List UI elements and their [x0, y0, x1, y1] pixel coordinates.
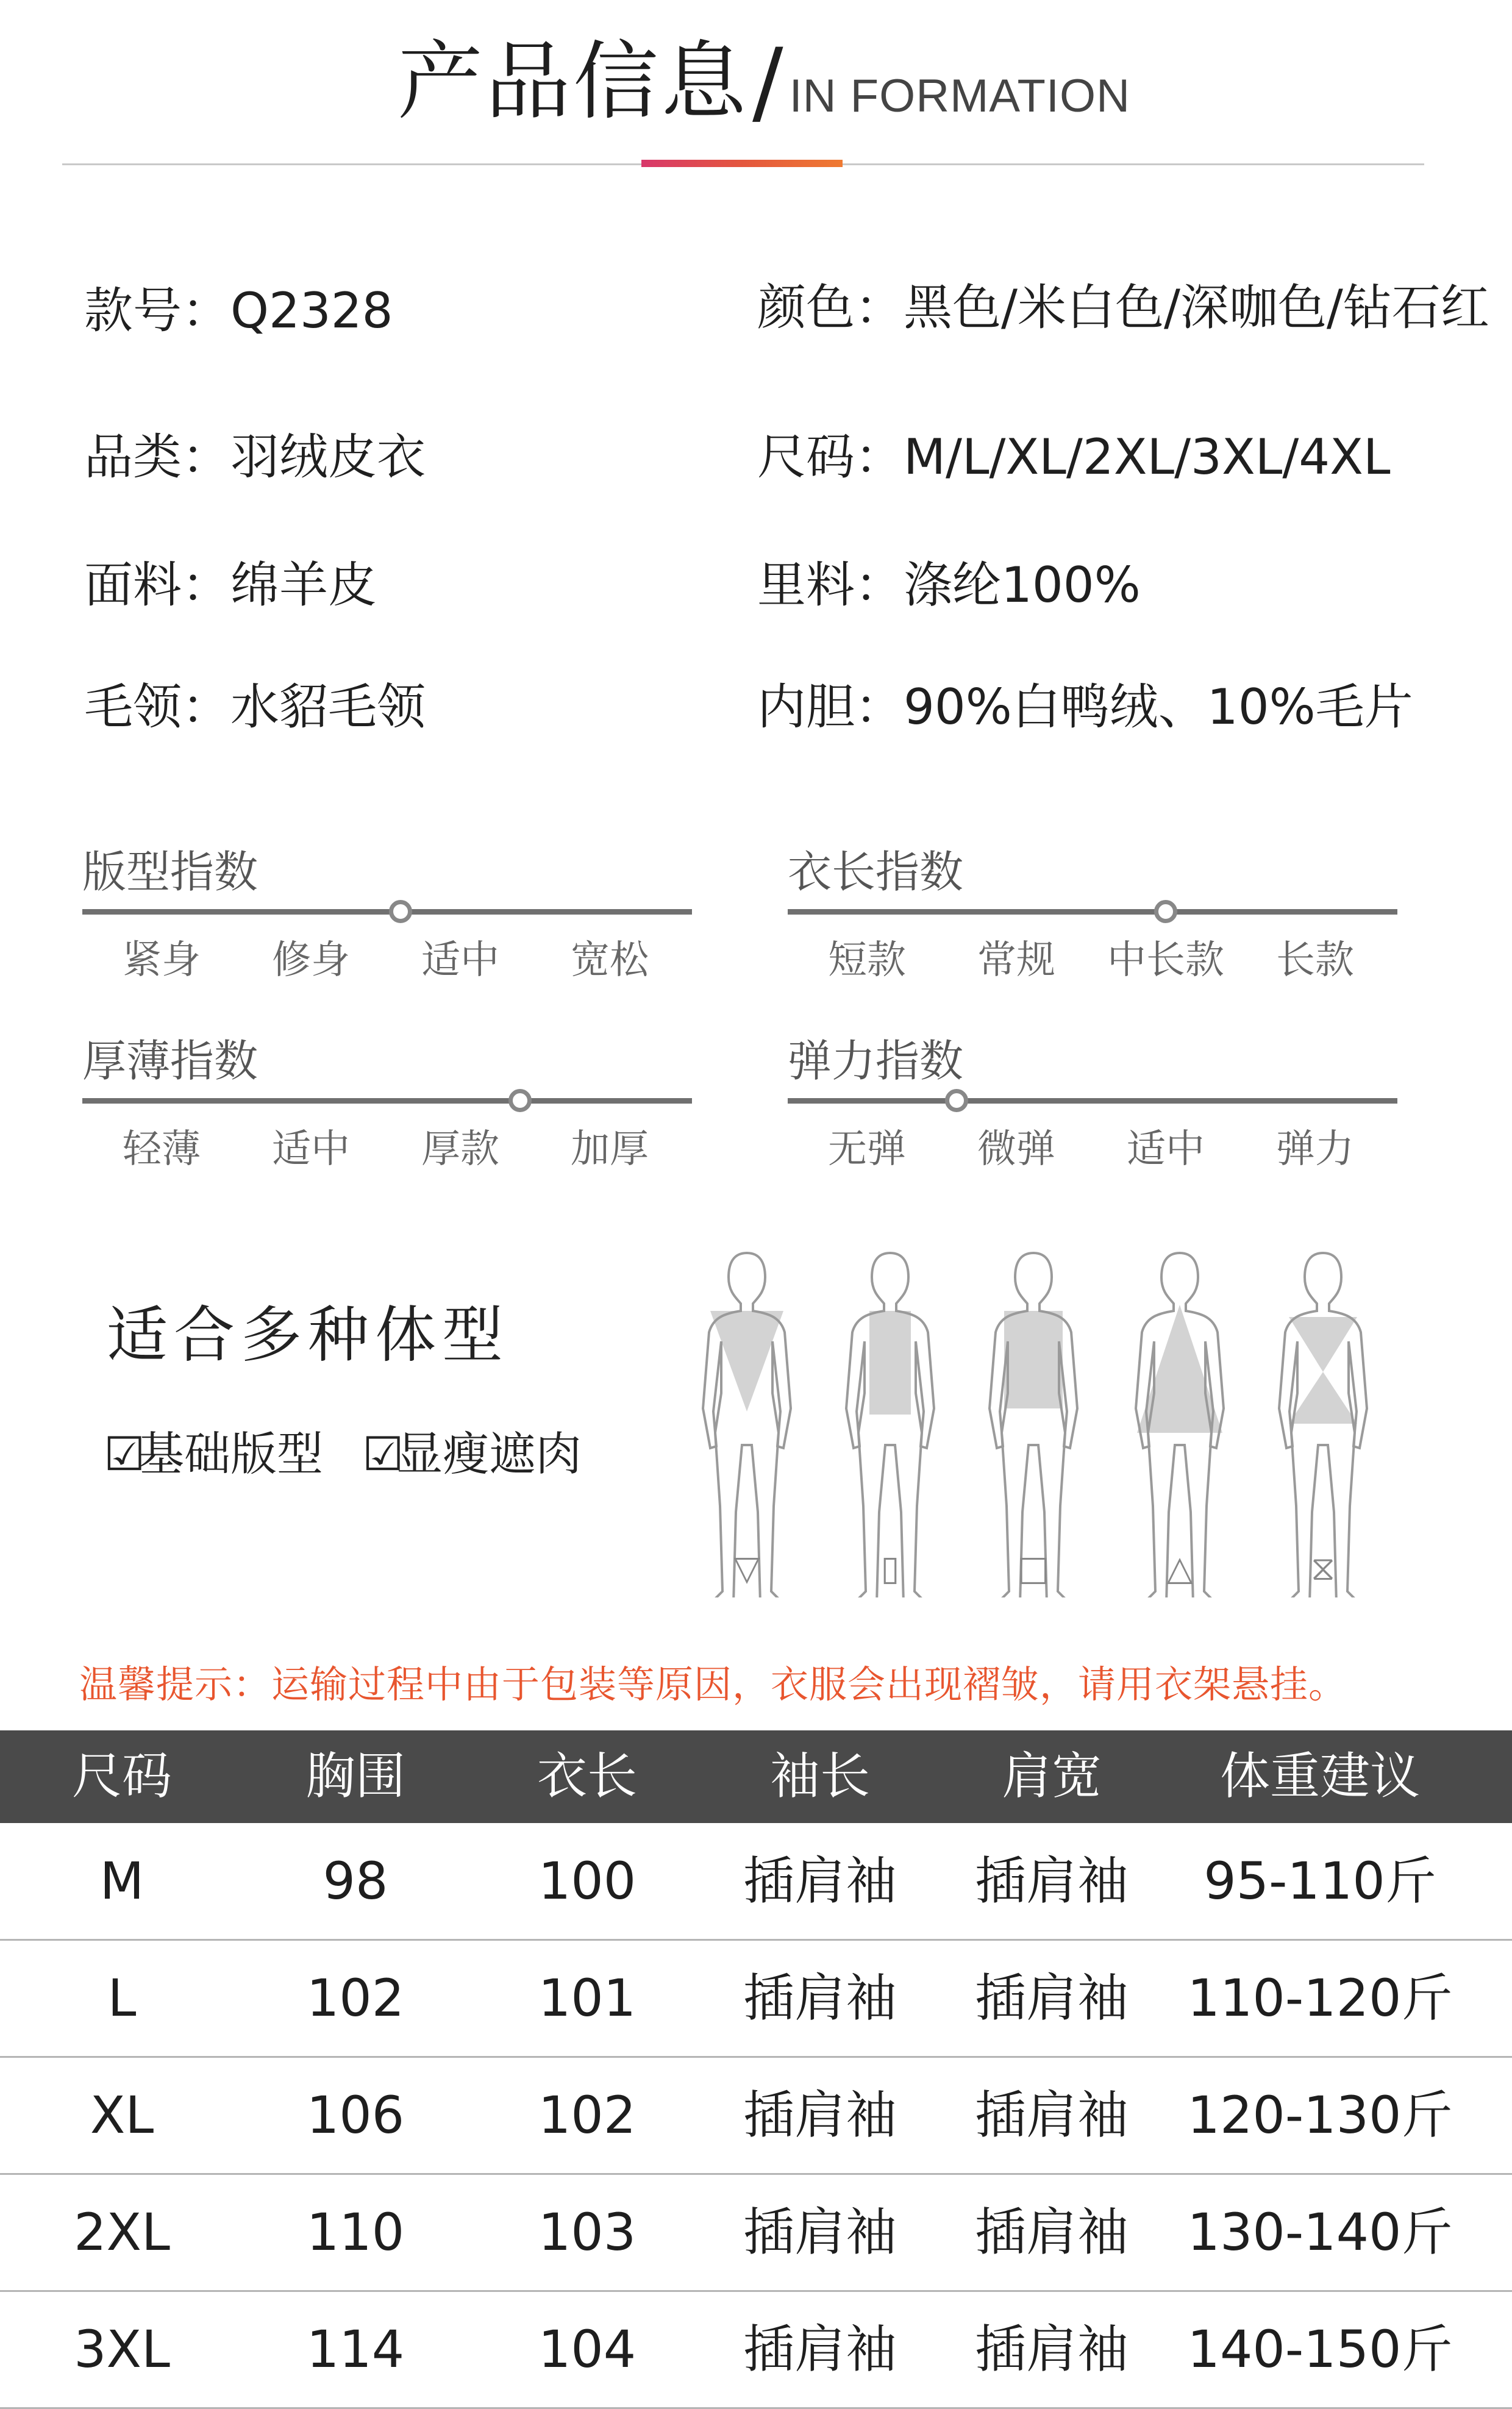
index-knob: [389, 900, 412, 923]
title-slash: /: [752, 29, 783, 135]
index-label: 长款: [1276, 938, 1354, 983]
info-collar: 毛领：水貂毛领: [84, 679, 426, 735]
index-label: 紧身: [123, 938, 201, 983]
info-category: 品类：羽绒皮衣: [84, 429, 426, 485]
table-row: [0, 1940, 1512, 2058]
body-type-figures: [695, 1238, 1414, 1597]
index-track: [82, 909, 692, 915]
index-label: 宽松: [571, 938, 649, 983]
index-label: 适中: [421, 938, 499, 983]
table-row: [0, 1823, 1512, 1941]
body-figure: [1136, 1253, 1224, 1597]
body-shape-symbol: ▽: [733, 1549, 760, 1588]
table-cell: 110-120斤: [1187, 1968, 1453, 2028]
index-label: 微弹: [977, 1127, 1055, 1172]
table-cell: 3XL: [74, 2319, 170, 2379]
title-chinese: 产品信息: [398, 32, 749, 132]
index-title: 版型指数: [82, 846, 259, 898]
table-row: [0, 2057, 1512, 2175]
index-title: 厚薄指数: [82, 1035, 259, 1087]
index-knob: [945, 1089, 968, 1112]
body-figure: [703, 1253, 791, 1597]
table-cell: 插肩袖: [974, 1968, 1129, 2028]
body-type-checks: [104, 1424, 582, 1485]
info-size: 尺码：M/L/XL/2XL/3XL/4XL: [757, 429, 1391, 485]
body-figure: [990, 1253, 1077, 1597]
table-header-cell: 体重建议: [1219, 1747, 1420, 1805]
table-cell: 插肩袖: [974, 1851, 1129, 1911]
table-cell: 120-130斤: [1187, 2085, 1453, 2145]
body-shape-highlight: [1004, 1311, 1063, 1408]
body-shape-symbol: □: [1017, 1549, 1050, 1588]
page-title: [398, 29, 1130, 135]
index-label: 短款: [828, 938, 906, 983]
info-lining: 里料：涤纶100%: [757, 557, 1141, 613]
body-shape-symbol: ▯: [880, 1549, 900, 1588]
table-cell: 100: [538, 1851, 637, 1911]
index-label: 弹力: [1276, 1127, 1354, 1172]
table-cell: 106: [306, 2085, 405, 2145]
index-knob: [508, 1089, 532, 1112]
index-title: 衣长指数: [788, 846, 964, 898]
body-outline: [703, 1253, 791, 1597]
body-figure: [846, 1253, 934, 1597]
table-cell: 110: [306, 2202, 405, 2262]
table-cell: 插肩袖: [743, 1851, 897, 1911]
header-accent-bar: [641, 160, 843, 167]
table-cell: 95-110斤: [1204, 1851, 1436, 1911]
table-cell: L: [107, 1968, 137, 2028]
checkbox-checked-icon: ☑: [104, 1427, 146, 1481]
table-cell: 插肩袖: [974, 2319, 1129, 2379]
table-header-cell: 胸围: [305, 1747, 405, 1805]
index-label: 常规: [977, 938, 1055, 983]
body-type-title: 适合多种体型: [107, 1299, 509, 1371]
table-cell: 2XL: [74, 2202, 170, 2262]
table-cell: 插肩袖: [974, 2085, 1129, 2145]
table-cell: 104: [538, 2319, 637, 2379]
table-cell: 插肩袖: [974, 2202, 1129, 2262]
body-shape-symbol: △: [1166, 1549, 1193, 1588]
table-header-cell: 肩宽: [1001, 1747, 1102, 1805]
index-knob: [1154, 900, 1177, 923]
table-cell: XL: [90, 2085, 154, 2145]
table-header-cell: 尺码: [71, 1747, 172, 1805]
table-header-cell: 衣长: [537, 1747, 637, 1805]
body-figure: [1279, 1253, 1367, 1597]
table-cell: M: [99, 1851, 144, 1911]
body-outline: [990, 1253, 1077, 1597]
table-cell: 插肩袖: [743, 2202, 897, 2262]
table-cell: 103: [538, 2202, 637, 2262]
info-fabric: 面料：绵羊皮: [84, 557, 377, 613]
index-label: 加厚: [571, 1127, 649, 1172]
body-outline: [1279, 1253, 1367, 1597]
table-cell: 114: [306, 2319, 405, 2379]
index-label: 无弹: [828, 1127, 906, 1172]
table-cell: 插肩袖: [743, 2319, 897, 2379]
checkbox-checked-icon: ☑: [362, 1427, 404, 1481]
table-cell: 98: [323, 1851, 388, 1911]
body-shape-highlight: [869, 1311, 911, 1415]
table-cell: 插肩袖: [743, 2085, 897, 2145]
index-label: 轻薄: [123, 1127, 201, 1172]
size-table-header: [0, 1730, 1512, 1823]
table-cell: 101: [538, 1968, 637, 2028]
table-row: [0, 2174, 1512, 2292]
table-cell: 插肩袖: [743, 1968, 897, 2028]
warm-tip: 温馨提示：运输过程中由于包装等原因，衣服会出现褶皱，请用衣架悬挂。: [79, 1662, 1347, 1707]
check-basic-fit: 基础版型: [138, 1427, 323, 1481]
info-color: 颜色：黑色/米白色/深咖色/钻石红: [757, 279, 1489, 336]
index-label: 修身: [272, 938, 350, 983]
table-cell: 130-140斤: [1187, 2202, 1453, 2262]
title-english: IN FORMATION: [789, 70, 1130, 122]
index-label: 厚款: [421, 1127, 499, 1172]
info-style-no: 款号：Q2328: [84, 282, 393, 339]
table-cell: 102: [306, 1968, 405, 2028]
index-label: 适中: [1127, 1127, 1205, 1172]
index-track: [82, 1098, 692, 1104]
info-filling: 内胆：90%白鸭绒、10%毛片: [757, 679, 1413, 735]
index-label: 中长款: [1107, 938, 1224, 983]
index-track: [788, 909, 1397, 915]
body-outline: [846, 1253, 934, 1597]
table-cell: 102: [538, 2085, 637, 2145]
body-shape-symbol: ⧖: [1311, 1549, 1335, 1588]
table-header-cell: 袖长: [769, 1747, 870, 1805]
table-cell: 140-150斤: [1187, 2319, 1453, 2379]
check-slimming: 显瘦遮肉: [396, 1427, 582, 1481]
index-track: [788, 1098, 1397, 1104]
table-row: [0, 2291, 1512, 2409]
body-shape-highlight: [1289, 1317, 1357, 1424]
index-title: 弹力指数: [788, 1035, 964, 1087]
index-label: 适中: [272, 1127, 350, 1172]
